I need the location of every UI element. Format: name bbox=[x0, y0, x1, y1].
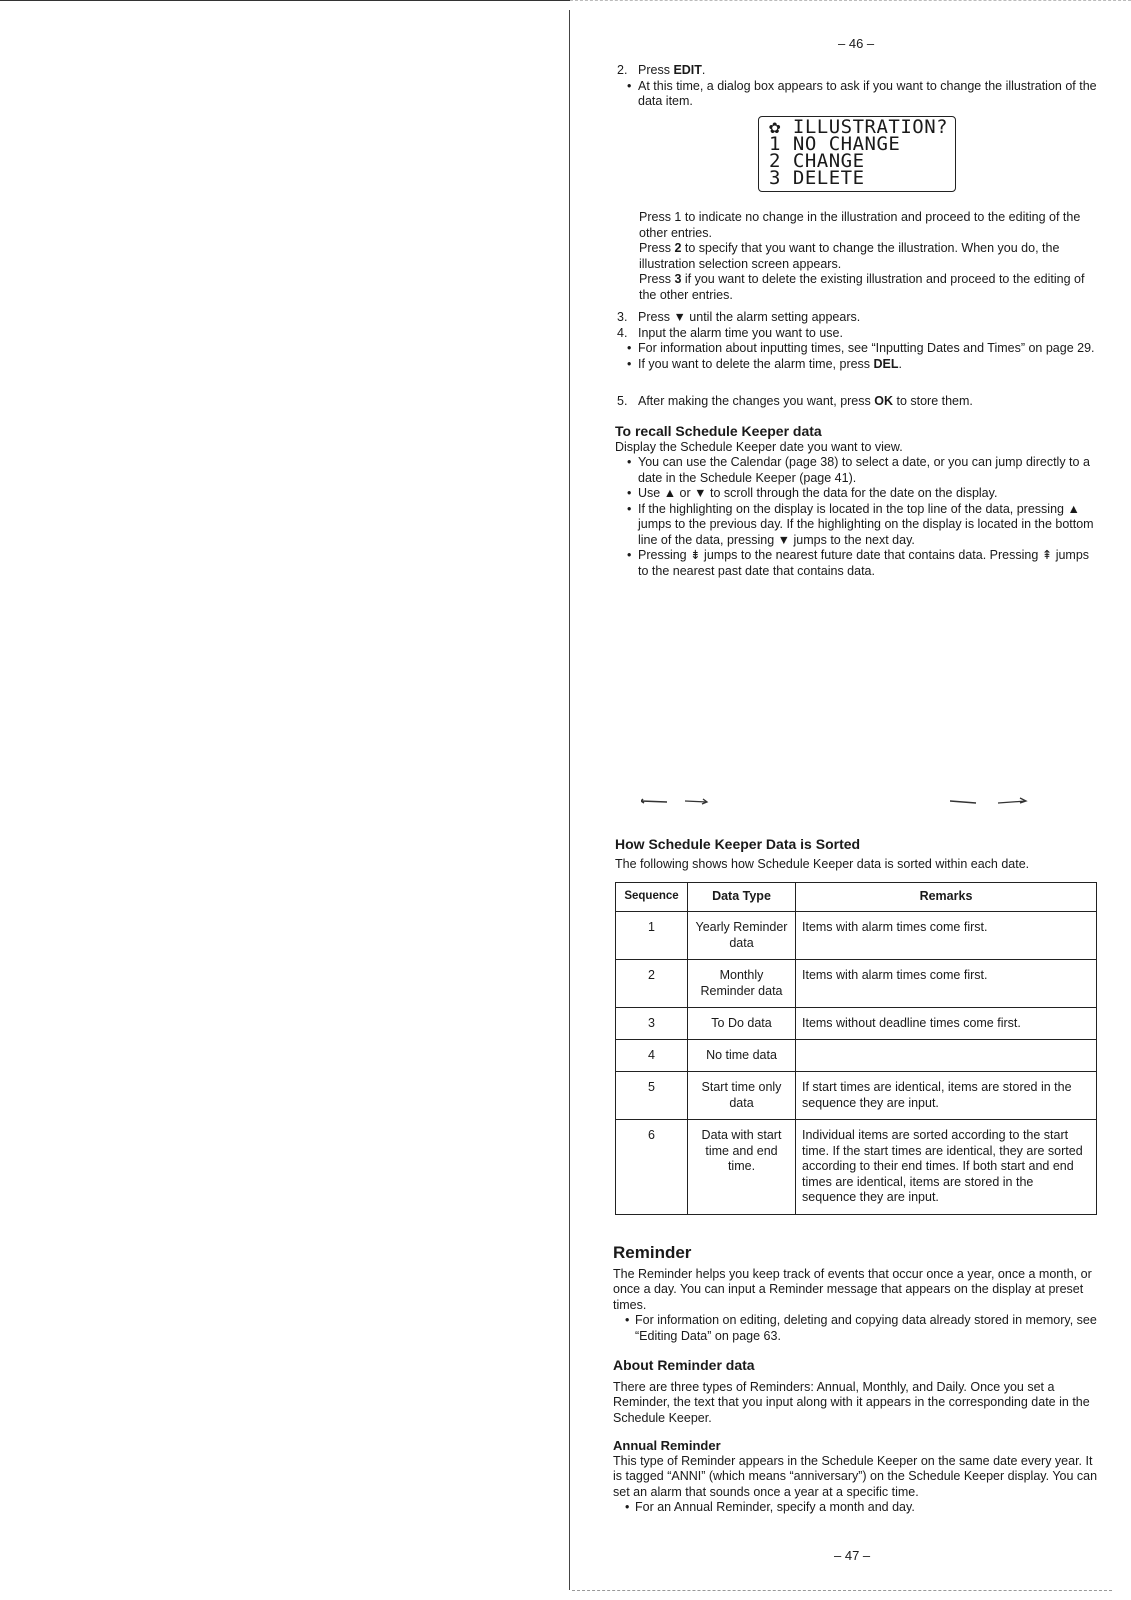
scan-mark-left bbox=[641, 797, 711, 807]
edit-key: EDIT bbox=[673, 63, 702, 77]
annual-reminder-text: This type of Reminder appears in the Schedule Keeper on the same date every year. It is tagged “ANNI” (which means “anniversary”) on the Schedule Keeper display. You can set an alarm that sounds once a year at a specific time. bbox=[613, 1453, 1098, 1499]
illustration-dialog bbox=[758, 116, 956, 192]
recall-bullet-3: • If the highlighting on the display is located in the top line of the data, pressing ▲ jumps to the previous day. If the highlighting on the display is located in the bottom line of the data, pressing ▼ jumps to the next day. bbox=[615, 502, 1100, 549]
reminder-section bbox=[613, 1245, 1103, 1516]
page-divider bbox=[569, 10, 570, 1590]
table-header-row bbox=[616, 883, 1097, 912]
lcd-line-4: 3 DELETE bbox=[769, 167, 865, 189]
lcd-line-2: 1 NO CHANGE bbox=[769, 133, 901, 155]
reminder-heading: Reminder bbox=[613, 1243, 692, 1262]
lcd-line-1: ✿ ILLUSTRATION? bbox=[769, 116, 949, 138]
annual-reminder-note: • For an Annual Reminder, specify a month and day. bbox=[613, 1500, 1103, 1516]
press-2-text: Press 2 to specify that you want to change the illustration. When you do, the illustration selection screen appears. bbox=[639, 241, 1060, 271]
sort-order-table bbox=[615, 882, 1097, 1215]
down-arrow-icon: ▼ bbox=[673, 310, 686, 324]
col-sequence: Sequence bbox=[616, 883, 688, 912]
table-row: 5 Start time only data If start times are identical, items are stored in the sequence they are input. bbox=[616, 1072, 1097, 1120]
steps-3-4 bbox=[615, 310, 1100, 372]
sorted-section bbox=[615, 837, 1105, 872]
step-5: 5. After making the changes you want, press OK to store them. bbox=[617, 394, 973, 408]
col-data-type: Data Type bbox=[688, 883, 796, 912]
bottom-rule-dashed bbox=[572, 1590, 1112, 1592]
sort-order-table-wrap bbox=[615, 882, 1097, 1215]
recall-section bbox=[615, 424, 1100, 579]
press-3-text: Press 3 if you want to delete the existing illustration and proceed to the editing of the other entries. bbox=[639, 272, 1085, 302]
step-4: 4. Input the alarm time you want to use. bbox=[617, 325, 843, 340]
about-reminder-heading: About Reminder data bbox=[613, 1357, 755, 1373]
table-row: 2 Monthly Reminder data Items with alarm times come first. bbox=[616, 960, 1097, 1008]
annual-reminder-heading: Annual Reminder bbox=[613, 1438, 721, 1453]
edit-steps bbox=[615, 63, 1100, 110]
press-1-text: Press 1 to indicate no change in the illustration and proceed to the editing of the other entries. bbox=[639, 210, 1081, 240]
about-reminder-text: There are three types of Reminders: Annual, Monthly, and Daily. Once you set a Reminder, the text that you input along with it appears in the corresponding date in the Schedule Keeper. bbox=[613, 1379, 1090, 1425]
recall-heading: To recall Schedule Keeper data bbox=[615, 423, 822, 439]
sorted-heading: How Schedule Keeper Data is Sorted bbox=[615, 836, 861, 852]
illustration-icon: ✿ bbox=[769, 116, 781, 138]
step-2: 2. Press EDIT. bbox=[617, 63, 706, 77]
recall-bullet-1: • You can use the Calendar (page 38) to select a date, or you can jump directly to a date in the Schedule Keeper (page 41). bbox=[615, 455, 1100, 486]
sorted-intro: The following shows how Schedule Keeper data is sorted within each date. bbox=[615, 856, 1030, 871]
page-number-bottom: – 47 – bbox=[834, 1548, 871, 1563]
table-row: 1 Yearly Reminder data Items with alarm times come first. bbox=[616, 912, 1097, 960]
step-2-note: • At this time, a dialog box appears to ask if you want to change the illustration of the data item. bbox=[615, 79, 1100, 110]
page-number-top: – 46 – bbox=[838, 36, 875, 51]
lcd-line-3: 2 CHANGE bbox=[769, 150, 865, 172]
step-4-note-2: • If you want to delete the alarm time, press DEL. bbox=[615, 357, 1100, 373]
top-rule-dashed bbox=[570, 0, 1131, 2]
recall-bullet-2: • Use ▲ or ▼ to scroll through the data for the date on the display. bbox=[615, 486, 1100, 502]
table-row: 3 To Do data Items without deadline times come first. bbox=[616, 1008, 1097, 1040]
reminder-note: • For information on editing, deleting and copying data already stored in memory, see “Editing Data” on page 63. bbox=[613, 1313, 1103, 1344]
scan-mark-right bbox=[950, 797, 1030, 807]
recall-intro: Display the Schedule Keeper date you want to view. bbox=[615, 439, 903, 454]
top-rule bbox=[0, 0, 570, 1]
step-3: 3. Press ▼ until the alarm setting appears. bbox=[617, 310, 861, 324]
step-4-note-1: • For information about inputting times, see “Inputting Dates and Times” on page 29. bbox=[615, 341, 1100, 357]
press-options bbox=[639, 210, 1100, 303]
reminder-intro: The Reminder helps you keep track of events that occur once a year, once a month, or once a day. You can input a Reminder message that appears on the display at preset times. bbox=[613, 1266, 1092, 1312]
recall-bullet-4: • Pressing ⇟ jumps to the nearest future date that contains data. Pressing ⇞ jumps to the nearest past date that contains data. bbox=[615, 548, 1100, 579]
col-remarks: Remarks bbox=[796, 883, 1097, 912]
table-row: 4 No time data bbox=[616, 1040, 1097, 1072]
table-row: 6 Data with start time and end time. Individual items are sorted according to the start time. If the start times are identical, they are sorted according to their end times. If both start and end times are identical, items are stored in the sequence they are input. bbox=[616, 1120, 1097, 1215]
